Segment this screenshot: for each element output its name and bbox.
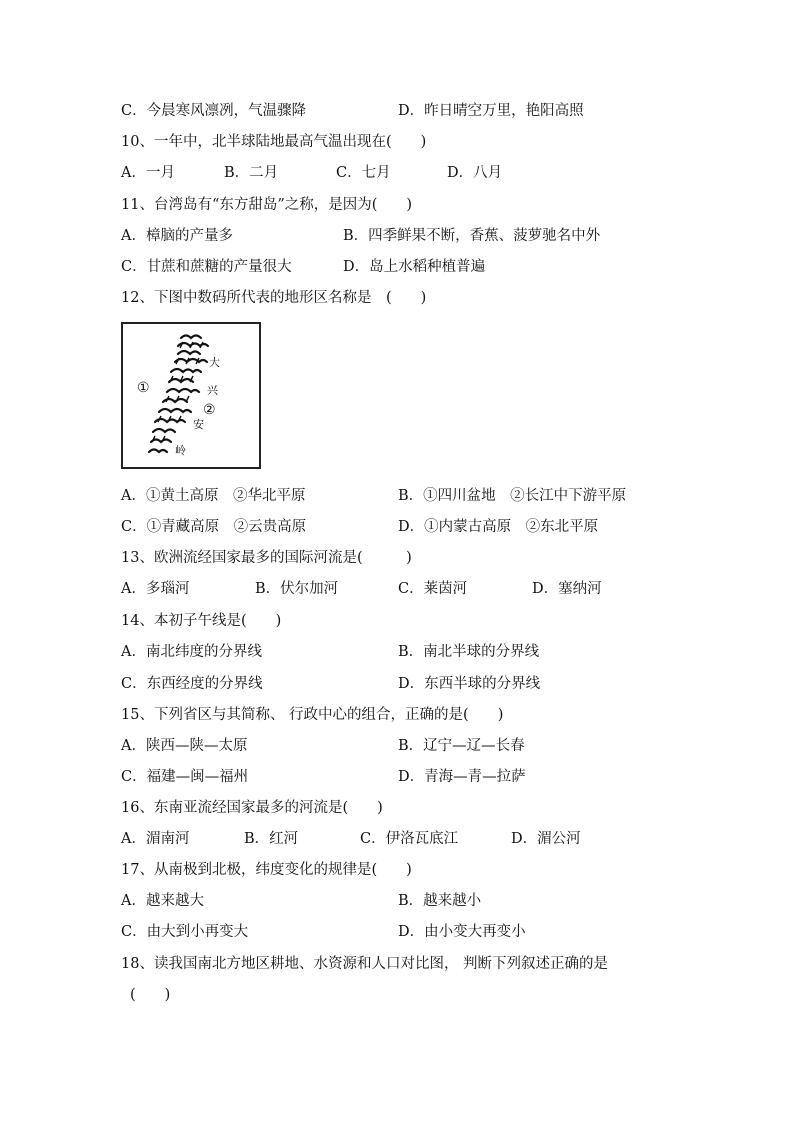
q10-option-a: A．一月 [121,165,175,181]
q11-option-c: C．甘蔗和蔗糖的产量很大 [121,259,292,275]
q14-stem: 14、本初子午线是( ) [121,613,282,629]
q14-option-c: C．东西经度的分界线 [121,676,263,692]
q17-option-c: C．由大到小再变大 [121,924,249,940]
q15-stem: 15、下列省区与其简称、 行政中心的组合，正确的是( ) [121,707,504,723]
q10-option-c: C．七月 [336,165,391,181]
q14-option-d: D．东西半球的分界线 [398,676,541,692]
q10-stem: 10、一年中，北半球陆地最高气温出现在( ) [121,134,427,150]
range-char-2: 兴 [207,384,218,397]
q17-option-b: B．越来越小 [398,893,482,909]
q13-option-d: D．塞纳河 [532,581,602,597]
range-char-3: 安 [193,418,204,431]
range-char-1: 大 [209,356,220,369]
q12-option-c: C．①青藏高原 ②云贵高原 [121,519,307,535]
q16-option-a: A．湄南河 [121,831,190,847]
q11-option-d: D．岛上水稻种植普遍 [343,259,486,275]
q12-option-b: B．①四川盆地 ②长江中下游平原 [398,488,627,504]
q11-option-a: A．樟脑的产量多 [121,228,233,244]
q15-option-a: A．陕西—陕—太原 [121,738,248,754]
q13-option-b: B．伏尔加河 [255,581,339,597]
q11-stem: 11、台湾岛有“东方甜岛”之称，是因为( ) [121,197,413,213]
q13-stem: 13、欧洲流经国家最多的国际河流是( ) [121,550,412,566]
q16-option-b: B．红河 [244,831,299,847]
q9-option-c: C．今晨寒风凛冽，气温骤降 [121,103,307,119]
range-char-4: 岭 [175,444,186,457]
map-label-1: ① [137,380,150,396]
q13-option-c: C．莱茵河 [398,581,468,597]
q13-option-a: A．多瑙河 [121,581,190,597]
q17-option-a: A．越来越大 [121,893,204,909]
q15-option-b: B．辽宁—辽—长春 [398,738,525,754]
q14-option-a: A．南北纬度的分界线 [121,644,262,660]
q17-stem: 17、从南极到北极，纬度变化的规律是( ) [121,862,412,878]
q10-option-b: B．二月 [224,165,279,181]
q12-option-a: A．①黄土高原 ②华北平原 [121,488,306,504]
q12-stem: 12、下图中数码所代表的地形区名称是 ( ) [121,290,427,306]
q16-option-d: D．湄公河 [511,831,581,847]
q15-option-d: D．青海—青—拉萨 [398,769,526,785]
q14-option-b: B．南北半球的分界线 [398,644,540,660]
map-label-2: ② [203,402,216,418]
q17-option-d: D．由小变大再变小 [398,924,526,940]
terrain-map-figure [121,322,261,469]
q18-stem: 18、读我国南北方地区耕地、水资源和人口对比图， 判断下列叙述正确的是 [121,956,609,972]
q10-option-d: D．八月 [447,165,503,181]
q15-option-c: C．福建—闽—福州 [121,769,249,785]
q18-answer-blank: ( ) [130,987,171,1003]
q11-option-b: B．四季鲜果不断，香蕉、菠萝驰名中外 [343,228,601,244]
q12-option-d: D．①内蒙古高原 ②东北平原 [398,519,599,535]
q16-stem: 16、东南亚流经国家最多的河流是( ) [121,800,383,816]
q9-option-d: D．昨日晴空万里，艳阳高照 [398,103,584,119]
q16-option-c: C．伊洛瓦底江 [360,831,459,847]
